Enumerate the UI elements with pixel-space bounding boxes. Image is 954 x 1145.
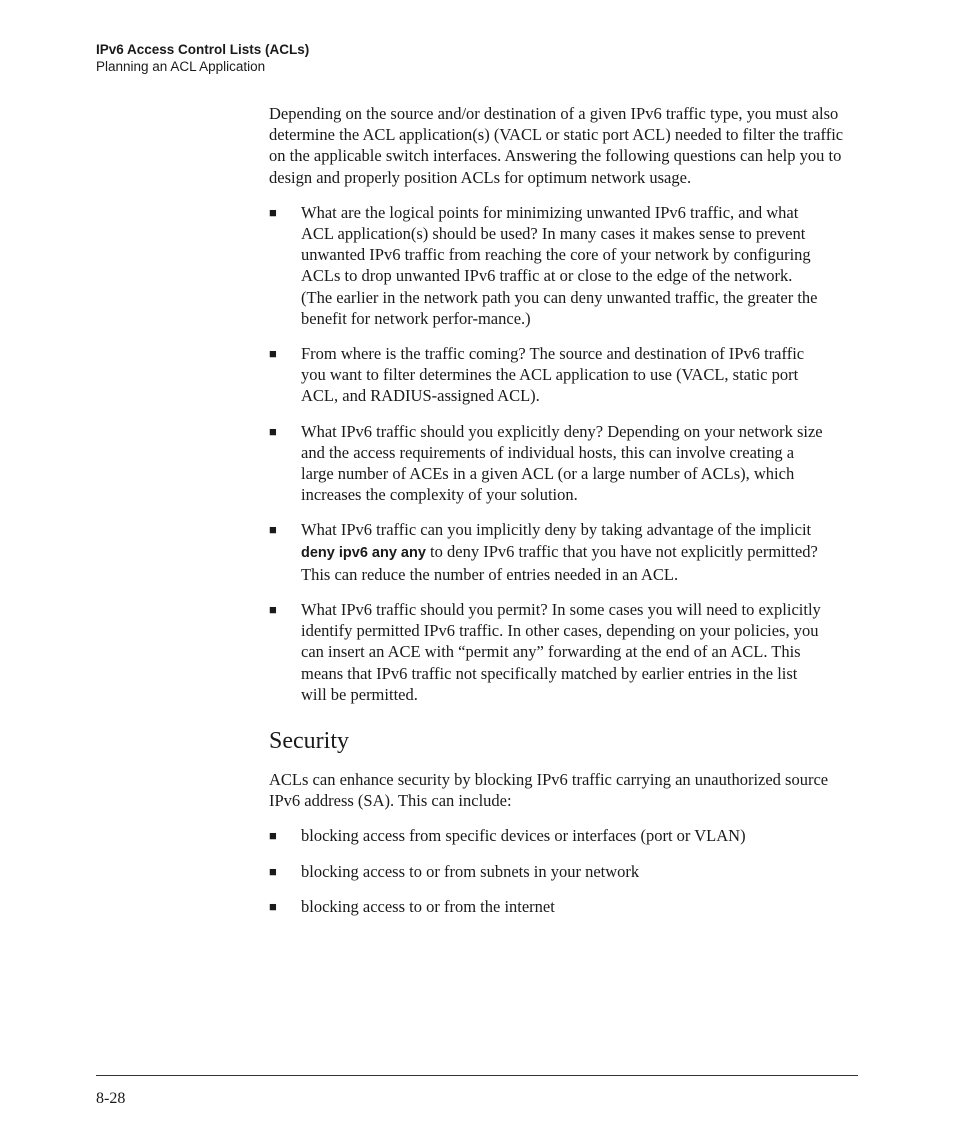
page-content <box>269 103 859 931</box>
square-bullet-icon: ■ <box>269 204 277 220</box>
running-header <box>96 41 309 76</box>
list-item <box>269 343 827 407</box>
list-item-text: blocking access from specific devices or interfaces (port or VLAN) <box>301 826 746 846</box>
list-item-text: What IPv6 traffic should you permit? In some cases you will need to explicitly identify permitted IPv6 traffic. In other cases, depending on your policies, you can insert an ACE with “permit any” forwarding at the end of an ACL. This means that IPv6 traffic not specifically matched by earlier entries in the list will be permitted. <box>301 600 821 704</box>
list-item <box>269 896 827 917</box>
list-item <box>269 202 827 329</box>
list-item-text: What are the logical points for minimizing unwanted IPv6 traffic, and what ACL application(s) should be used? In many cases it makes sense to prevent unwanted IPv6 traffic from reaching the core of your network by configuring ACLs to drop unwanted IPv6 traffic at or close to the edge of the network. (The earlier in the network path you can deny unwanted traffic, the greater the benefit for network perfor-mance.) <box>301 202 818 328</box>
security-paragraph: ACLs can enhance security by blocking IPv6 traffic carrying an unauthorized source IPv6 address (SA). This can include: <box>269 770 829 811</box>
list-item <box>269 599 827 705</box>
list-item-text: blocking access to or from the internet <box>301 896 555 916</box>
code-command: deny ipv6 any any <box>301 544 426 561</box>
page-number: 8-28 <box>96 1090 126 1107</box>
list-item <box>269 825 827 846</box>
footer-rule <box>96 1075 858 1076</box>
list-item-text-start: What IPv6 traffic can you implicitly deny by taking advantage of the implicit <box>301 520 812 540</box>
list-item-text: From where is the traffic coming? The source and destination of IPv6 traffic you want to filter determines the ACL application to use (VACL, static port ACL, and RADIUS-assigned ACL). <box>301 344 805 406</box>
security-heading: Security <box>269 728 349 755</box>
chapter-title: IPv6 Access Control Lists (ACLs) <box>96 42 310 57</box>
list-item <box>269 421 827 506</box>
square-bullet-icon: ■ <box>269 898 277 914</box>
square-bullet-icon: ■ <box>269 423 277 439</box>
list-item <box>269 519 827 585</box>
planning-questions-list <box>269 202 859 705</box>
section-title: Planning an ACL Application <box>96 59 266 74</box>
square-bullet-icon: ■ <box>269 863 277 879</box>
square-bullet-icon: ■ <box>269 522 277 538</box>
security-list <box>269 825 859 917</box>
intro-paragraph: Depending on the source and/or destination of a given IPv6 traffic type, you must also determine the ACL application(s) (VACL or static port ACL) needed to filter the traffic on the applicable switch interfaces. Answering the following questions can help you to design and properly position ACLs for optimum network usage. <box>269 104 844 187</box>
list-item <box>269 861 827 882</box>
square-bullet-icon: ■ <box>269 602 277 618</box>
square-bullet-icon: ■ <box>269 828 277 844</box>
square-bullet-icon: ■ <box>269 346 277 362</box>
list-item-text-end: to deny IPv6 traffic that you have not explicitly permitted? This can reduce the number of entries needed in an ACL. <box>301 541 818 584</box>
list-item-text: blocking access to or from subnets in your network <box>301 861 640 881</box>
list-item-text: What IPv6 traffic should you explicitly deny? Depending on your network size and the access requirements of individual hosts, this can involve creating a large number of ACEs in a given ACL (or a large number of ACLs), which increases the complexity of your solution. <box>301 421 823 505</box>
